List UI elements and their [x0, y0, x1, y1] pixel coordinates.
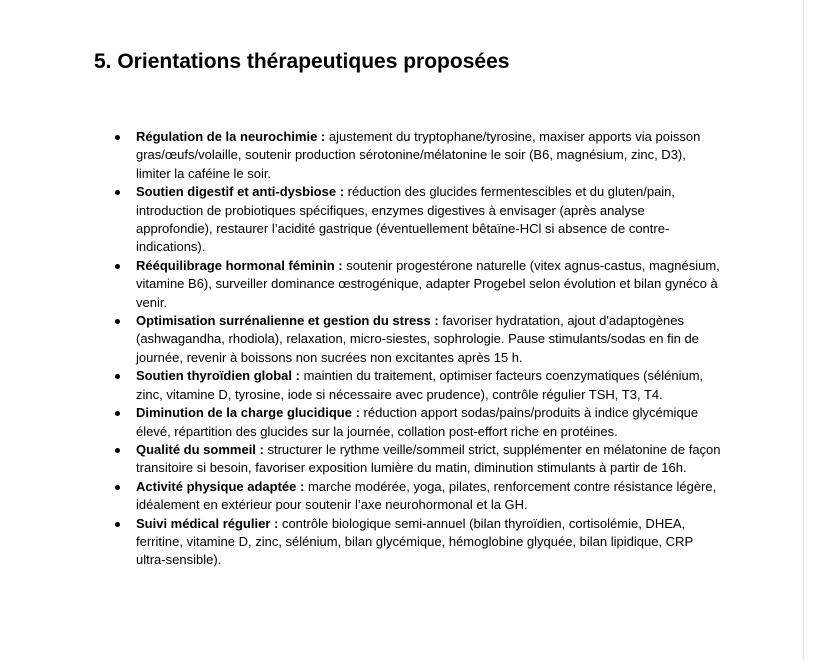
bullet-text: marche modérée, yoga, pilates, renforcement contre résistance légère, idéalement en extérieur pour soutenir l’axe neurohormonal et la GH.: [136, 478, 717, 513]
bullet-text: ajustement du tryptophane/tyrosine, maxiser apports via poisson gras/œufs/volaille, soutenir production sérotonine/mélatonine le soir (B6, magnésium, zinc, D3), limiter la caféine le soir.: [136, 129, 701, 181]
bullet-text: réduction des glucides fermentescibles et du gluten/pain, introduction de probiotiques spécifiques, enzymes digestives à envisager (après analyse approfondie), restaurer l’acidité gastrique (éventuellement bêtaïne-HCl si absence de contre-indications).: [136, 184, 676, 255]
bullet-text: soutenir progestérone naturelle (vitex agnus-castus, magnésium, vitamine B6), surveiller dominance œstrogénique, adapter Progebel selon évolution et bilan gynéco à venir.: [136, 257, 720, 310]
bullet-label: Diminution de la charge glucidique :: [136, 405, 360, 421]
bullet-label: Suivi médical régulier :: [136, 515, 279, 531]
list-item: [136, 128, 722, 183]
bullet-label: Soutien digestif et anti-dysbiose :: [136, 184, 345, 200]
bullet-label: Soutien thyroïdien global :: [136, 368, 300, 384]
bullet-text: structurer le rythme veille/sommeil strict, supplémenter en mélatonine de façon transitoire si besoin, favoriser exposition lumière du matin, diminution stimulants à partir de 16h.: [136, 441, 721, 476]
list-item: [136, 515, 722, 570]
page-edge-divider: [803, 0, 804, 660]
list-item: [136, 478, 722, 515]
list-item: [136, 312, 722, 367]
bullet-text: réduction apport sodas/pains/produits à indice glycémique élevé, répartition des glucides sur la journée, collation post-effort riche en protéines.: [136, 405, 699, 439]
bullet-label: Rééquilibrage hormonal féminin :: [136, 257, 343, 273]
bullet-text: contrôle biologique semi-annuel (bilan thyroïdien, cortisolémie, DHEA, ferritine, vitamine D, zinc, sélénium, bilan glycémique, hémoglobine glyquée, bilan lipidique, CRP ultra-sensible).: [136, 515, 693, 568]
list-item: [136, 404, 722, 441]
bullet-list: [94, 128, 722, 570]
bullet-text: maintien du traitement, optimiser facteurs coenzymatiques (sélénium, zinc, vitamine D, tyrosine, iode si nécessaire avec prudence), contrôle régulier TSH, T3, T4.: [136, 368, 704, 402]
bullet-label: Qualité du sommeil :: [136, 441, 264, 457]
list-item: [136, 367, 722, 404]
bullet-label: Optimisation surrénalienne et gestion du stress :: [136, 313, 439, 329]
list-item: [136, 183, 722, 257]
bullet-text: favoriser hydratation, ajout d'adaptogènes (ashwagandha, rhodiola), relaxation, micro-siestes, sophrologie. Pause stimulants/sodas en fin de journée, revenir à boissons non sucrées non excitantes après 15 h.: [136, 313, 699, 365]
list-item: [136, 441, 722, 478]
section-heading: 5. Orientations thérapeutiques proposées: [94, 50, 510, 73]
list-item: [136, 257, 722, 312]
bullet-label: Activité physique adaptée :: [136, 478, 305, 494]
bullet-label: Régulation de la neurochimie :: [136, 129, 326, 144]
